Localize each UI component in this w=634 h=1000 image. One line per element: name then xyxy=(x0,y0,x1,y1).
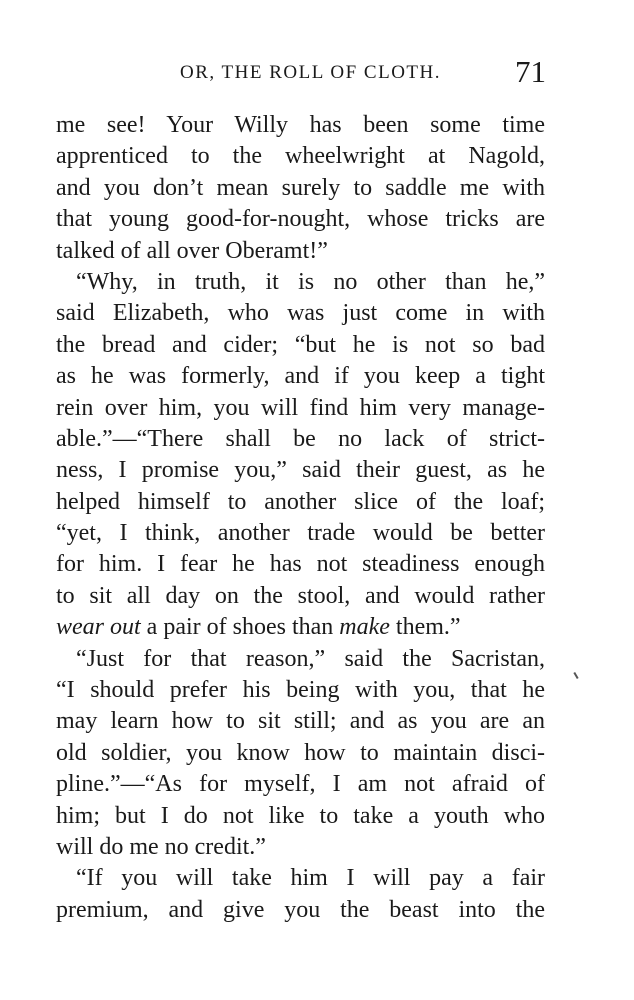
text-line-3: and you don’t mean surely to saddle me with xyxy=(56,174,545,201)
text-line-24: will do me no credit.” xyxy=(56,833,266,860)
body-text xyxy=(56,110,545,926)
text-line-4: that young good-for-nought, whose tricks are xyxy=(56,206,545,233)
text-line-12: ness, I promise you,” said their guest, as he xyxy=(56,457,545,484)
text-line-19: “I should prefer his being with you, that he xyxy=(56,677,545,704)
text-line-2: apprenticed to the wheelwright at Nagold, xyxy=(56,143,545,170)
text-line-18: “Just for that reason,” said the Sacristan, xyxy=(76,645,545,672)
text-line-16: to sit all day on the stool, and would rather xyxy=(56,582,545,609)
text-line-11: able.”—“There shall be no lack of strict- xyxy=(56,425,545,452)
text-line-20: may learn how to sit still; and as you are an xyxy=(56,708,545,735)
text-line-26: premium, and give you the beast into the xyxy=(56,896,545,923)
text-line-17 xyxy=(56,612,545,643)
text-line-22: pline.”—“As for myself, I am not afraid of xyxy=(56,771,545,798)
italic-wear-out: wear out xyxy=(56,614,141,641)
text-line-6: “Why, in truth, it is no other than he,” xyxy=(76,268,545,295)
text-line-9: as he was formerly, and if you keep a tight xyxy=(56,363,545,390)
print-speck xyxy=(573,672,578,679)
text-line-1: me see! Your Willy has been some time xyxy=(56,112,545,138)
text-line-25: “If you will take him I will pay a fair xyxy=(76,865,545,892)
text-line-23: him; but I do not like to take a youth who xyxy=(56,802,545,829)
page-header xyxy=(56,54,546,98)
text-line-21: old soldier, you know how to maintain disci- xyxy=(56,739,545,766)
page-number: 71 xyxy=(515,54,546,89)
text-line-5: talked of all over Oberamt!” xyxy=(56,237,328,264)
italic-make: make xyxy=(339,614,390,641)
running-title: OR, THE ROLL OF CLOTH. xyxy=(180,62,441,83)
text-segment: a pair of shoes than xyxy=(140,614,340,641)
text-line-8: the bread and cider; “but he is not so bad xyxy=(56,331,545,358)
text-line-15: for him. I fear he has not steadiness enough xyxy=(56,551,545,578)
text-segment: them.” xyxy=(389,614,461,641)
text-line-7: said Elizabeth, who was just come in with xyxy=(56,300,545,327)
text-line-13: helped himself to another slice of the loaf; xyxy=(56,488,545,515)
text-line-10: rein over him, you will find him very manage- xyxy=(56,394,545,421)
text-line-14: “yet, I think, another trade would be better xyxy=(56,520,545,547)
